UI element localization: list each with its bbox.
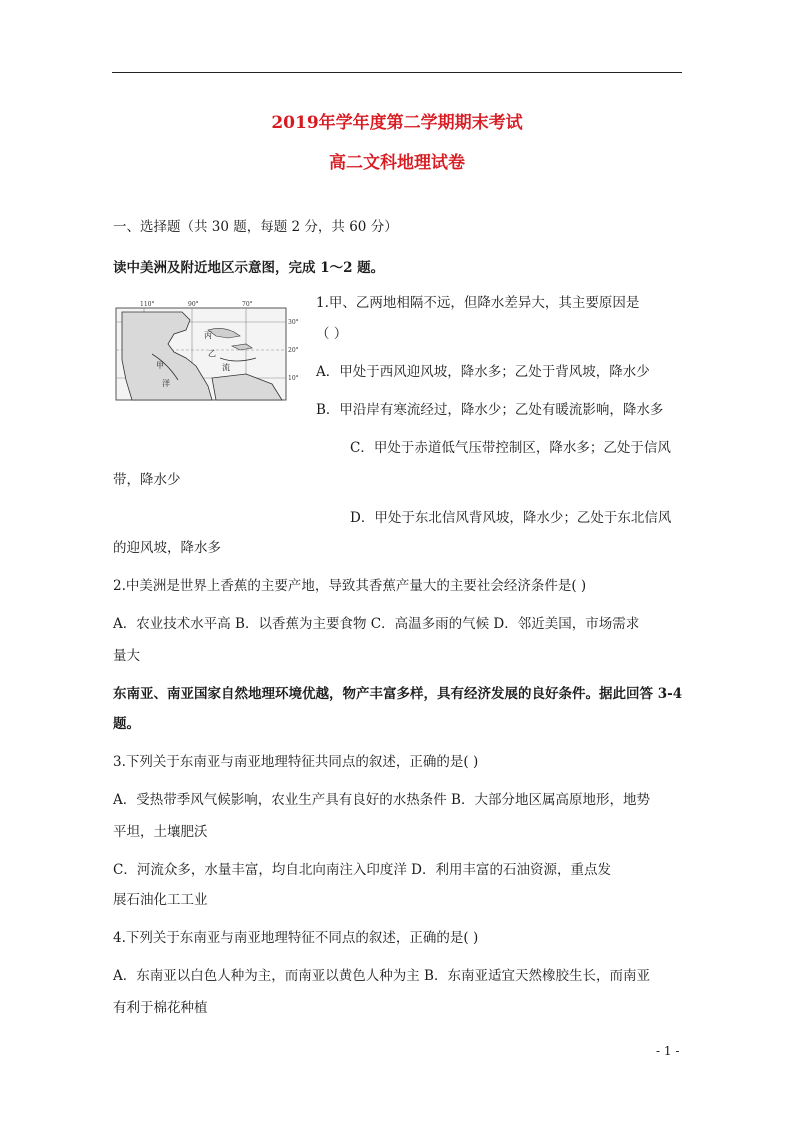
central-america-map: [112, 300, 302, 404]
q1-option-d-cont: 的迎风坡，降水多: [113, 540, 221, 556]
q1-option-c: C．甲处于赤道低气压带控制区，降水多；乙处于信风: [350, 440, 671, 456]
group2-intro: 东南亚、南亚国家自然地理环境优越，物产丰富多样，具有经济发展的良好条件。据此回答 3-4: [113, 686, 683, 702]
q1-paren: （ ）: [316, 326, 348, 342]
q3-options-ab-cont: 平坦，土壤肥沃: [113, 824, 208, 840]
q4-stem: 4.下列关于东南亚与南亚地理特征不同点的叙述，正确的是( ): [113, 930, 479, 946]
map-label-yi: 乙: [208, 349, 216, 358]
q2-options-cont: 量大: [113, 648, 140, 664]
q1-option-d: D．甲处于东北信风背风坡，降水少；乙处于东北信风: [350, 510, 672, 526]
map-label-current: 流: [222, 363, 230, 372]
q4-options-ab: A．东南亚以白色人种为主，而南亚以黄色人种为主 B．东南亚适宜天然橡胶生长，而南亚: [113, 968, 650, 984]
lon-label: 70°: [242, 301, 253, 308]
q1-option-c-cont: 带，降水少: [113, 472, 181, 488]
lat-label: 30°: [288, 319, 299, 326]
q4-options-ab-cont: 有利于棉花种植: [113, 1000, 208, 1016]
q3-options-cd: C．河流众多，水量丰富，均自北向南注入印度洋 D．利用丰富的石油资源，重点发: [113, 862, 611, 878]
map-label-jia: 甲: [156, 361, 164, 370]
page-number: - 1 -: [656, 1044, 680, 1058]
exam-title: 2019年学年度第二学期期末考试: [271, 113, 523, 133]
map-label-bing: 丙: [204, 331, 212, 340]
group2-intro-cont: 题。: [113, 716, 140, 732]
lat-label: 20°: [288, 347, 299, 354]
q2-options: A．农业技术水平高 B．以香蕉为主要食物 C．高温多雨的气候 D．邻近美国，市场需求: [113, 616, 640, 632]
q1-option-a: A．甲处于西风迎风坡，降水多；乙处于背风坡，降水少: [316, 364, 650, 380]
header-rule: [112, 72, 682, 73]
lon-label: 110°: [140, 301, 155, 308]
q1-option-b: B．甲沿岸有寒流经过，降水少；乙处有暖流影响，降水多: [316, 402, 664, 418]
q1-stem: 1.甲、乙两地相隔不远，但降水差异大，其主要原因是: [316, 295, 640, 311]
q3-options-ab: A．受热带季风气候影响，农业生产具有良好的水热条件 B．大部分地区属高原地形，地势: [113, 792, 650, 808]
group1-intro: 读中美洲及附近地区示意图，完成 1～2 题。: [113, 260, 385, 276]
lat-label: 10°: [288, 375, 299, 382]
section-heading: 一、选择题（共 30 题，每题 2 分，共 60 分）: [113, 219, 398, 235]
exam-subtitle: 高二文科地理试卷: [329, 153, 465, 173]
q3-options-cd-cont: 展石油化工工业: [113, 892, 208, 908]
map-label-ocean: 洋: [162, 379, 170, 388]
q2-stem: 2.中美洲是世界上香蕉的主要产地，导致其香蕉产量大的主要社会经济条件是( ): [113, 578, 587, 594]
lon-label: 90°: [188, 301, 199, 308]
q3-stem: 3.下列关于东南亚与南亚地理特征共同点的叙述，正确的是( ): [113, 754, 479, 770]
